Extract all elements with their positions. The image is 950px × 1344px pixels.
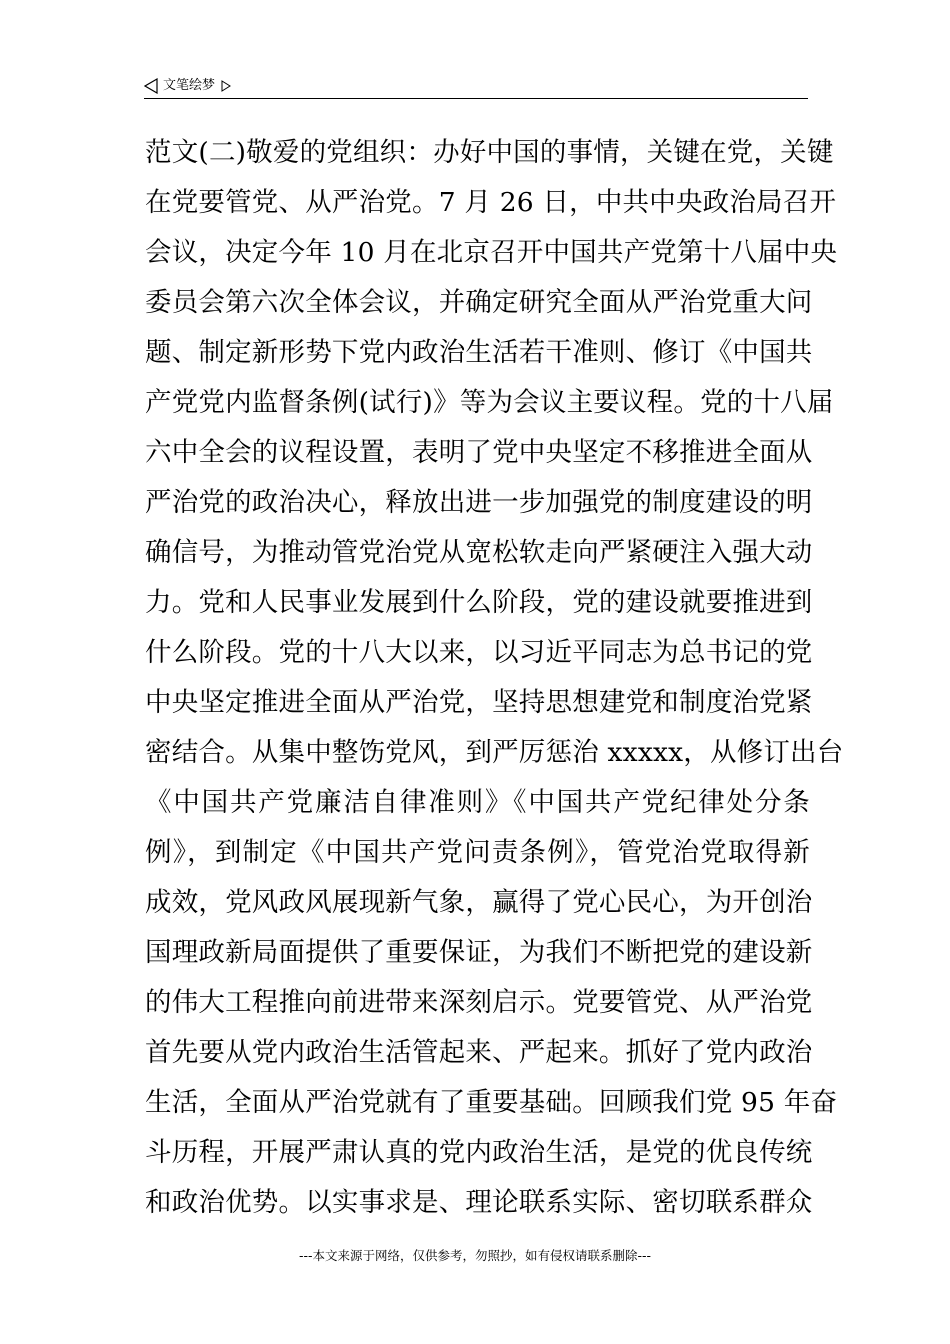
document-body	[145, 128, 844, 1228]
body-line: 生活，全面从严治党就有了重要基础。回顾我们党 95 年奋	[145, 1087, 838, 1118]
body-line: 例》，到制定《中国共产党问责条例》，管党治党取得新	[145, 837, 810, 868]
body-line: 成效，党风政风展现新气象，赢得了党心民心，为开创治	[145, 887, 813, 918]
body-line: 产党党内监督条例(试行)》等为会议主要议程。党的十八届	[145, 387, 834, 418]
body-line: 会议，决定今年 10 月在北京召开中国共产党第十八届中央	[145, 237, 838, 268]
body-line: 在党要管党、从严治党。7 月 26 日，中共中央政治局召开	[145, 187, 837, 218]
body-line: 什么阶段。党的十八大以来，以习近平同志为总书记的党	[145, 637, 813, 668]
body-line: 委员会第六次全体会议，并确定研究全面从严治党重大问	[145, 287, 813, 318]
body-line: 严治党的政治决心，释放出进一步加强党的制度建设的明	[145, 487, 813, 518]
page-header	[144, 74, 808, 99]
body-line: 中央坚定推进全面从严治党，坚持思想建党和制度治党紧	[145, 687, 813, 718]
body-line: 的伟大工程推向前进带来深刻启示。党要管党、从严治党	[145, 987, 813, 1018]
body-line: 国理政新局面提供了重要保证，为我们不断把党的建设新	[145, 937, 813, 968]
body-line: 首先要从党内政治生活管起来、严起来。抓好了党内政治	[145, 1037, 813, 1068]
body-line: 密结合。从集中整饬党风，到严厉惩治 xxxxx，从修订出台	[145, 737, 844, 768]
body-line: 六中全会的议程设置，表明了党中央坚定不移推进全面从	[145, 437, 813, 468]
body-line: 题、制定新形势下党内政治生活若干准则、修订《中国共	[145, 337, 813, 368]
body-line: 力。党和人民事业发展到什么阶段，党的建设就要推进到	[145, 587, 813, 618]
body-line: 范文(二)敬爱的党组织：办好中国的事情，关键在党，关键	[145, 137, 834, 168]
body-line: 《中国共产党廉洁自律准则》《中国共产党纪律处分条	[145, 787, 810, 818]
triangle-left-outline-icon	[144, 78, 158, 94]
footer-notice: ---本文来源于网络，仅供参考，勿照抄，如有侵权请联系删除---	[298, 1248, 652, 1263]
body-line: 斗历程，开展严肃认真的党内政治生活，是党的优良传统	[145, 1137, 813, 1168]
body-line: 和政治优势。以实事求是、理论联系实际、密切联系群众	[145, 1187, 813, 1218]
header-title: 文笔绘梦	[163, 78, 216, 93]
body-line: 确信号，为推动管党治党从宽松软走向严紧硬注入强大动	[145, 537, 813, 568]
triangle-right-outline-icon	[221, 80, 231, 92]
